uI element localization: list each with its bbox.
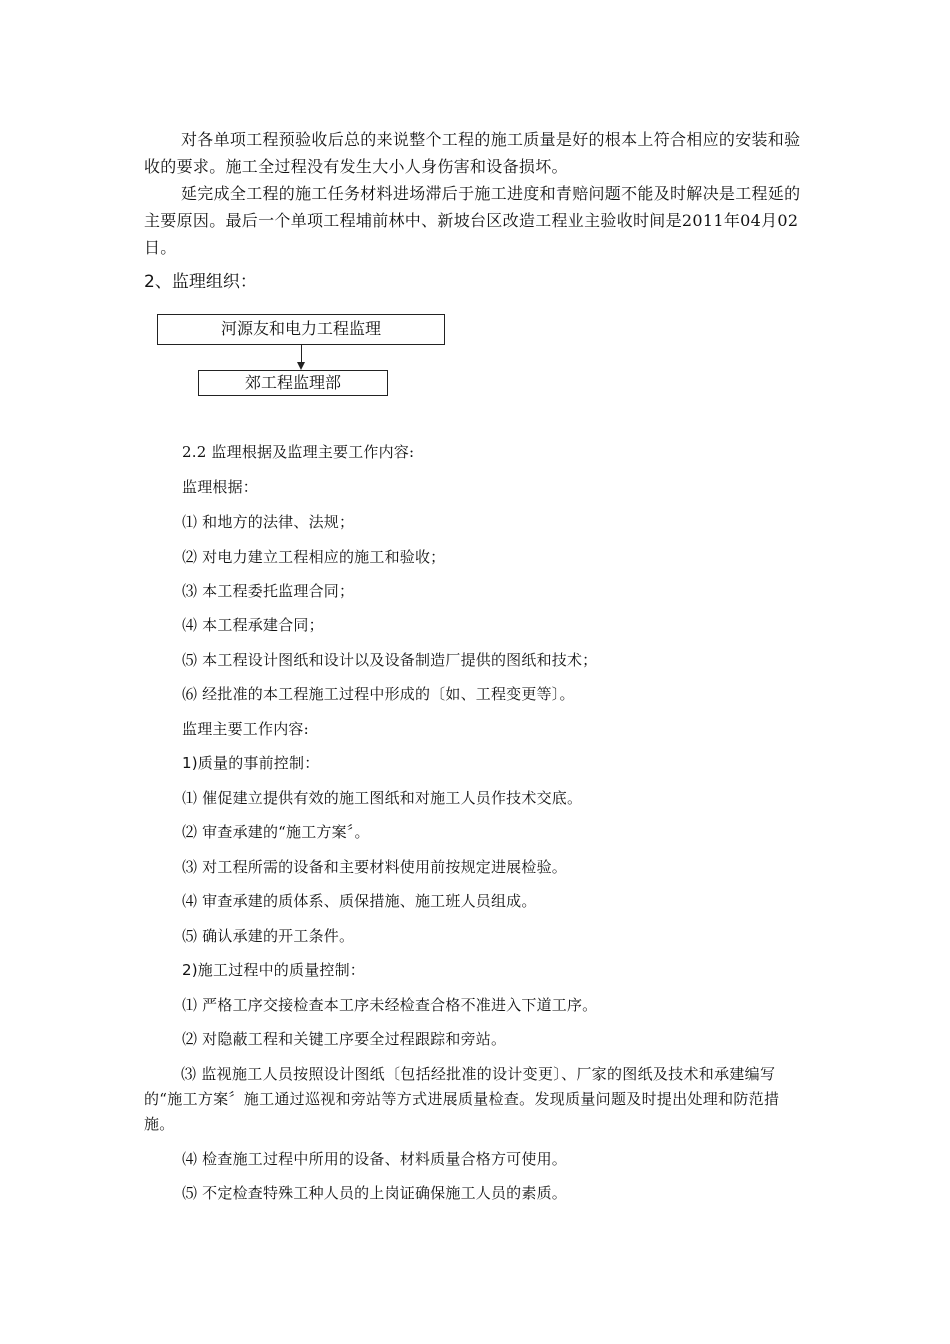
pre-control-title: 1)质量的事前控制： [182, 754, 320, 772]
pre-control-item: ⑴ 催促建立提供有效的施工图纸和对施工人员作技术交底。 [182, 789, 583, 807]
work-title: 监理主要工作内容: [182, 720, 309, 738]
basis-item: ⑶ 本工程委托监理合同； [182, 582, 355, 600]
org-chart-bottom-box: 郊工程监理部 [198, 370, 388, 396]
paragraph-delay-reason: 延完成全工程的施工任务材料进场滞后于施工进度和青赔问题不能及时解决是工程延的主要原因。最后一个单项工程埔前林中、新坡台区改造工程业主验收时间是2011年04月02日。 [144, 184, 801, 257]
basis-item: ⑸ 本工程设计图纸和设计以及设备制造厂提供的图纸和技术； [182, 651, 598, 669]
basis-title: 监理根据： [182, 478, 259, 496]
org-chart-arrow-icon [297, 362, 305, 370]
basis-item: ⑵ 对电力建立工程相应的施工和验收； [182, 548, 446, 566]
process-control-item: ⑵ 对隐蔽工程和关键工序要全过程跟踪和旁站。 [182, 1030, 507, 1048]
process-control-item: ⑷ 检查施工过程中所用的设备、材料质量合格方可使用。 [182, 1150, 567, 1168]
org-chart-top-box: 河源友和电力工程监理 [157, 314, 445, 345]
process-control-item: ⑸ 不定检查特殊工种人员的上岗证确保施工人员的素质。 [182, 1184, 567, 1202]
process-control-item: ⑴ 严格工序交接检查本工序未经检查合格不准进入下道工序。 [182, 996, 598, 1014]
org-chart-connector [301, 345, 302, 363]
pre-control-item: ⑵ 审查承建的“施工方案〞。 [182, 823, 370, 841]
basis-item: ⑹ 经批准的本工程施工过程中形成的〔如、工程变更等〕。 [182, 685, 575, 703]
section-heading-organization: 2、监理组织： [144, 272, 257, 292]
paragraph-acceptance-summary: 对各单项工程预验收后总的来说整个工程的施工质量是好的根本上符合相应的安装和验收的要求。施工全过程没有发生大小人身伤害和设备损坏。 [144, 130, 801, 176]
sub-heading-basis-and-work: 2.2 监理根据及监理主要工作内容: [182, 443, 415, 461]
basis-item: ⑷ 本工程承建合同； [182, 616, 324, 634]
process-control-title: 2)施工过程中的质量控制： [182, 961, 365, 979]
pre-control-item: ⑶ 对工程所需的设备和主要材料使用前按规定进展检验。 [182, 858, 567, 876]
paragraph-supervision-inspection: ⑶ 监视施工人员按照设计图纸〔包括经批准的设计变更〕、厂家的图纸及技术和承建编写的“施工方案〞施工通过巡视和旁站等方式进展质量检查。发现质量问题及时提出处理和防范措施。 [144, 1065, 780, 1133]
pre-control-item: ⑷ 审查承建的质体系、质保措施、施工班人员组成。 [182, 892, 537, 910]
basis-item: ⑴ 和地方的法律、法规； [182, 513, 355, 531]
pre-control-item: ⑸ 确认承建的开工条件。 [182, 927, 355, 945]
